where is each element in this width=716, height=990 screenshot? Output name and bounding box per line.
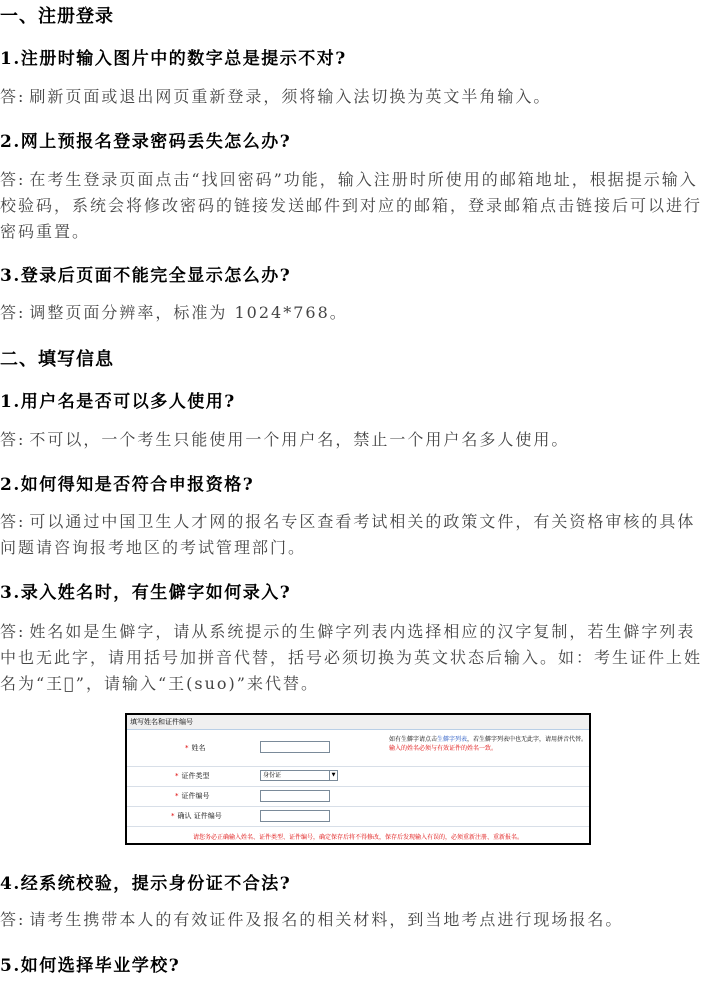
answer: [0, 427, 712, 453]
answer-label: 答:: [0, 303, 26, 322]
form-row-id-no: [127, 786, 589, 807]
id-no-input[interactable]: [260, 790, 330, 802]
answer-text: 姓名如是生僻字，请从系统提示的生僻字列表内选择相应的汉字复制，若生僻字列表中也无此字，请用括号加拼音代替，括号必须切换为英文状态后输入。如：考生证件上姓名为“王𫜴”，请输入“王(suo)”来代替。: [0, 622, 703, 693]
answer-text: 不可以，一个考生只能使用一个用户名，禁止一个用户名多人使用。: [29, 430, 570, 449]
form-row-confirm: [127, 806, 589, 827]
answer-label: 答:: [0, 622, 26, 641]
question: 1.注册时输入图片中的数字总是提示不对?: [0, 49, 347, 69]
confirm-id-no-input[interactable]: [260, 810, 330, 822]
confirm-label: [171, 811, 222, 821]
question: 2.如何得知是否符合申报资格?: [0, 475, 255, 495]
answer-text: 刷新页面或退出网页重新登录，须将输入法切换为英文半角输入。: [29, 87, 552, 106]
form-row-name: [127, 730, 589, 767]
answer-text: 调整页面分辨率，标准为 1024*768。: [29, 303, 348, 322]
question: 3.录入姓名时，有生僻字如何录入?: [0, 583, 292, 603]
answer: [0, 619, 712, 697]
hint-warning: 输入的姓名必须与有效证件的姓名一致。: [389, 745, 498, 752]
section-heading-info: 二、填写信息: [0, 349, 114, 370]
answer-label: 答:: [0, 910, 26, 929]
answer: [0, 907, 712, 933]
hint-text-2: ，若生僻字列表中也无此字，请用拼音代替。: [467, 736, 588, 743]
answer: [0, 509, 712, 561]
answer-label: 答:: [0, 170, 26, 189]
section-heading-registration: 一、注册登录: [0, 6, 114, 27]
answer-text: 可以通过中国卫生人才网的报名专区查看考试相关的政策文件，有关资格审核的具体问题请咨询报考地区的考试管理部门。: [0, 512, 696, 557]
question: 3.登录后页面不能完全显示怎么办?: [0, 266, 292, 286]
required-star: *: [175, 792, 179, 800]
answer: [0, 167, 712, 245]
name-label-text: 姓名: [191, 744, 206, 752]
answer: [0, 84, 712, 110]
answer-text: 请考生携带本人的有效证件及报名的相关材料，到当地考点进行现场报名。: [29, 910, 624, 929]
id-type-label-text: 证件类型: [181, 772, 210, 780]
question: 4.经系统校验，提示身份证不合法?: [0, 874, 292, 894]
id-no-label: [175, 791, 210, 801]
question: 1.用户名是否可以多人使用?: [0, 392, 236, 412]
answer-label: 答:: [0, 87, 26, 106]
answer: [0, 300, 712, 326]
name-id-form-screenshot: [125, 713, 591, 845]
answer-label: 答:: [0, 512, 26, 531]
form-row-id-type: [127, 766, 589, 787]
form-title: 填写姓名和证件编号: [127, 715, 589, 730]
id-type-select[interactable]: [260, 770, 338, 781]
hint-text: 如有生僻字请点击: [389, 736, 438, 743]
question: 2.网上预报名登录密码丢失怎么办?: [0, 132, 292, 152]
required-star: *: [185, 744, 189, 752]
required-star: *: [171, 812, 175, 820]
id-type-label: [175, 771, 210, 781]
rare-char-list-link[interactable]: 生僻字列表: [437, 736, 468, 743]
confirm-label-text: 确认 证件编号: [177, 812, 222, 820]
answer-label: 答:: [0, 430, 26, 449]
name-label: [185, 743, 206, 753]
name-hint: [389, 735, 589, 753]
form-footer-warning: 请您务必正确输入姓名、证件类型、证件编号，确定保存后将不得修改，保存后发现输入有误的，必须重新注册、重新报名。: [192, 834, 523, 841]
id-type-value: 身份证: [263, 772, 282, 779]
question: 5.如何选择毕业学校?: [0, 956, 181, 976]
chevron-down-icon: ▼: [329, 771, 337, 780]
required-star: *: [175, 772, 179, 780]
name-input[interactable]: [260, 741, 330, 753]
id-no-label-text: 证件编号: [181, 792, 210, 800]
answer-text: 在考生登录页面点击“找回密码”功能，输入注册时所使用的邮箱地址，根据提示输入校验码，系统会将修改密码的链接发送邮件到对应的邮箱，登录邮箱点击链接后可以进行密码重置。: [0, 170, 703, 241]
